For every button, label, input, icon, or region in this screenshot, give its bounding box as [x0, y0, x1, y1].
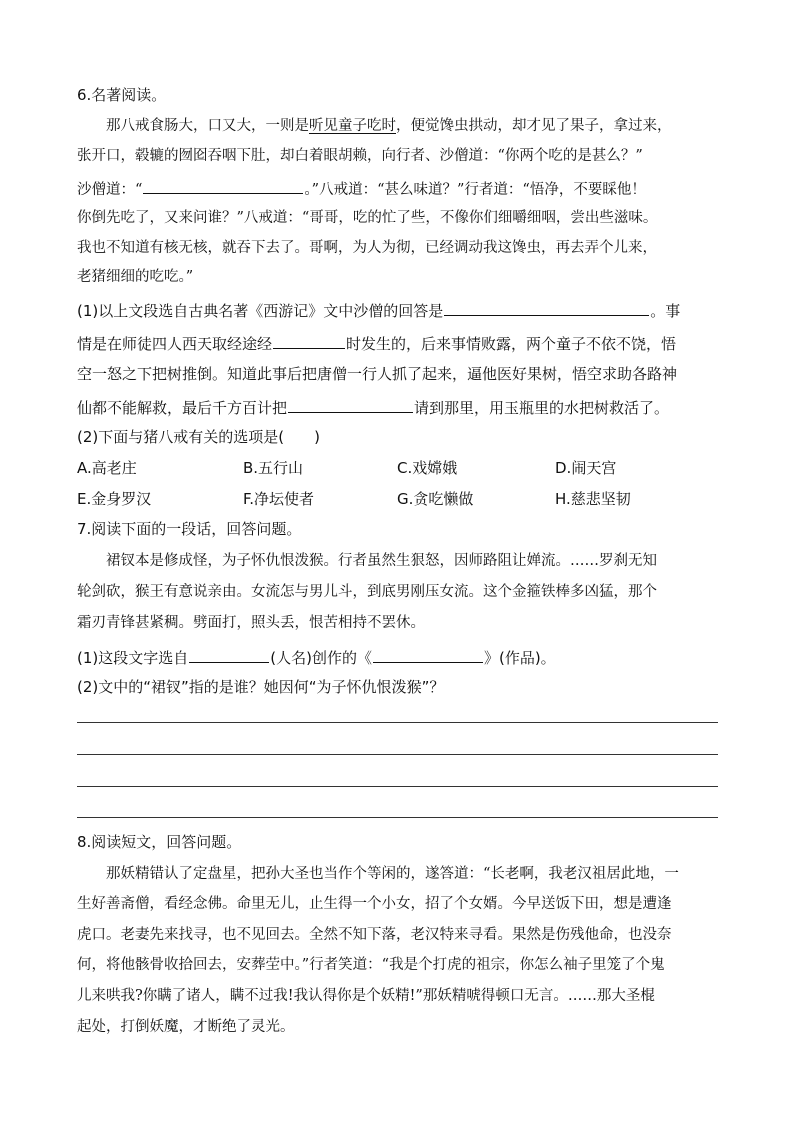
- q6-passage-line-1: [106, 115, 718, 137]
- answer-blank[interactable]: [444, 298, 649, 316]
- q6-passage-line-3: [77, 176, 718, 201]
- q8-passage-line-1: 那妖精错认了定盘星，把孙大圣也当作个等闲的，遂答道：“长老啊，我老汉祖居此地，一: [106, 866, 679, 882]
- q7-passage-line-3: 霜刃青锋甚紧稠。劈面打，照头丢，恨苦相持不罢休。: [77, 615, 425, 631]
- q6-sub1-line-4: [77, 395, 718, 419]
- question-text: (1)以上文段选自古典名著《西游记》文中沙僧的回答是: [77, 302, 444, 320]
- q6-passage-line-4: 你倒先吃了，又来问谁？”八戒道：“哥哥，吃的忙了些，不像你们细嚼细咽，尝出些滋味。: [77, 210, 658, 226]
- q8-passage-line-2: 生好善斋僧，看经念佛。命里无儿，止生得一个小女，招了个女婿。今早送饭下田，想是遭逢: [77, 896, 672, 912]
- option-d[interactable]: D.闹天宫: [555, 459, 617, 477]
- option-a[interactable]: A.高老庄: [77, 459, 137, 477]
- answer-blank[interactable]: [143, 176, 303, 194]
- question-text: 请到那里，用玉瓶里的水把树救活了。: [414, 399, 670, 417]
- passage-text: 。”八戒道：“甚么味道？”行者道：“悟净，不要睬他！: [304, 182, 646, 198]
- q8-title: 8.阅读短文，回答问题。: [77, 833, 242, 851]
- option-g[interactable]: G.贪吃懒做: [397, 490, 474, 508]
- q8-passage-line-4: 何，将他骸骨收拾回去，安葬茔中。”行者笑道：“我是个打虎的祖宗，你怎么袖子里笼了个鬼: [77, 957, 665, 973]
- question-text: 情是在师徒四人西天取经途经: [77, 335, 273, 353]
- passage-text: ，便觉馋虫拱动，却才见了果子，拿过来，: [396, 118, 672, 134]
- answer-blank[interactable]: [189, 645, 269, 663]
- q8-passage-line-3: 虎口。老妻先来找寻，也不见回去。全然不知下落，老汉特来寻看。果然是伤残他命，也没奈: [77, 927, 672, 943]
- option-b[interactable]: B.五行山: [243, 459, 304, 477]
- underlined-phrase: 听见童子吃时: [309, 118, 396, 134]
- answer-line-1[interactable]: [77, 722, 718, 723]
- question-text: 时发生的，后来事情败露，两个童子不依不饶，悟: [346, 335, 677, 353]
- option-c[interactable]: C.戏嫦娥: [397, 459, 458, 477]
- q8-passage-line-5: 儿来哄我?你瞒了诸人，瞒不过我!我认得你是个妖精!”那妖精唬得顿口无言。……那大圣棍: [77, 988, 655, 1004]
- q6-title: 6.名著阅读。: [77, 86, 167, 104]
- passage-text: 沙僧道：“: [77, 182, 143, 198]
- answer-line-3[interactable]: [77, 786, 718, 787]
- answer-line-2[interactable]: [77, 754, 718, 755]
- q6-passage-line-2: 张开口，毂辘的囫囵吞咽下肚，却白着眼胡赖，向行者、沙僧道：“你两个吃的是甚么？”: [77, 148, 643, 164]
- q6-sub1-line-2: [77, 331, 718, 355]
- q6-passage-line-5: 我也不知道有核无核，就吞下去了。哥啊，为人为彻，已经调动我这馋虫，再去弄个儿来，: [77, 240, 657, 256]
- question-text: 》(作品)。: [483, 649, 556, 667]
- q6-sub1-line-3: 空一怒之下把树推倒。知道此事后把唐僧一行人抓了起来，逼他医好果树，悟空求助各路神: [77, 365, 678, 383]
- q6-sub1-line-1: [77, 298, 718, 322]
- answer-line-4[interactable]: [77, 817, 718, 818]
- question-text: 。事: [650, 302, 681, 320]
- option-f[interactable]: F.净坛使者: [243, 490, 314, 508]
- q6-sub2-question: (2)下面与猪八戒有关的选项是( ): [77, 428, 320, 446]
- question-text: 仙都不能解救，最后千方百计把: [77, 399, 288, 417]
- q7-sub1: [77, 645, 718, 669]
- question-text: (1)这段文字选自: [77, 649, 189, 667]
- question-text: (人名)创作的《: [270, 649, 372, 667]
- q6-passage-line-6: 老猪细细的吃吃。”: [77, 269, 194, 285]
- q7-title: 7.阅读下面的一段话，回答问题。: [77, 520, 302, 538]
- option-e[interactable]: E.金身罗汉: [77, 490, 152, 508]
- answer-blank[interactable]: [288, 395, 413, 413]
- answer-blank[interactable]: [273, 331, 345, 349]
- passage-text: 那八戒食肠大，口又大，一则是: [106, 118, 309, 134]
- q8-passage-line-6: 起处，打倒妖魔，才断绝了灵光。: [77, 1019, 295, 1035]
- q7-passage-line-2: 轮剑砍，猴王有意说亲由。女流怎与男儿斗，到底男刚压女流。这个金箍铁棒多凶猛，那个: [77, 584, 657, 600]
- q7-sub2-question: (2)文中的“裙钗”指的是谁？她因何“为子怀仇恨泼猴”？: [77, 678, 445, 696]
- answer-blank[interactable]: [373, 645, 483, 663]
- option-h[interactable]: H.慈悲坚韧: [555, 490, 631, 508]
- q7-passage-line-1: 裙钗本是修成怪，为子怀仇恨泼猴。行者虽然生狠怒，因师路阻让婵流。……罗刹无知: [106, 553, 657, 569]
